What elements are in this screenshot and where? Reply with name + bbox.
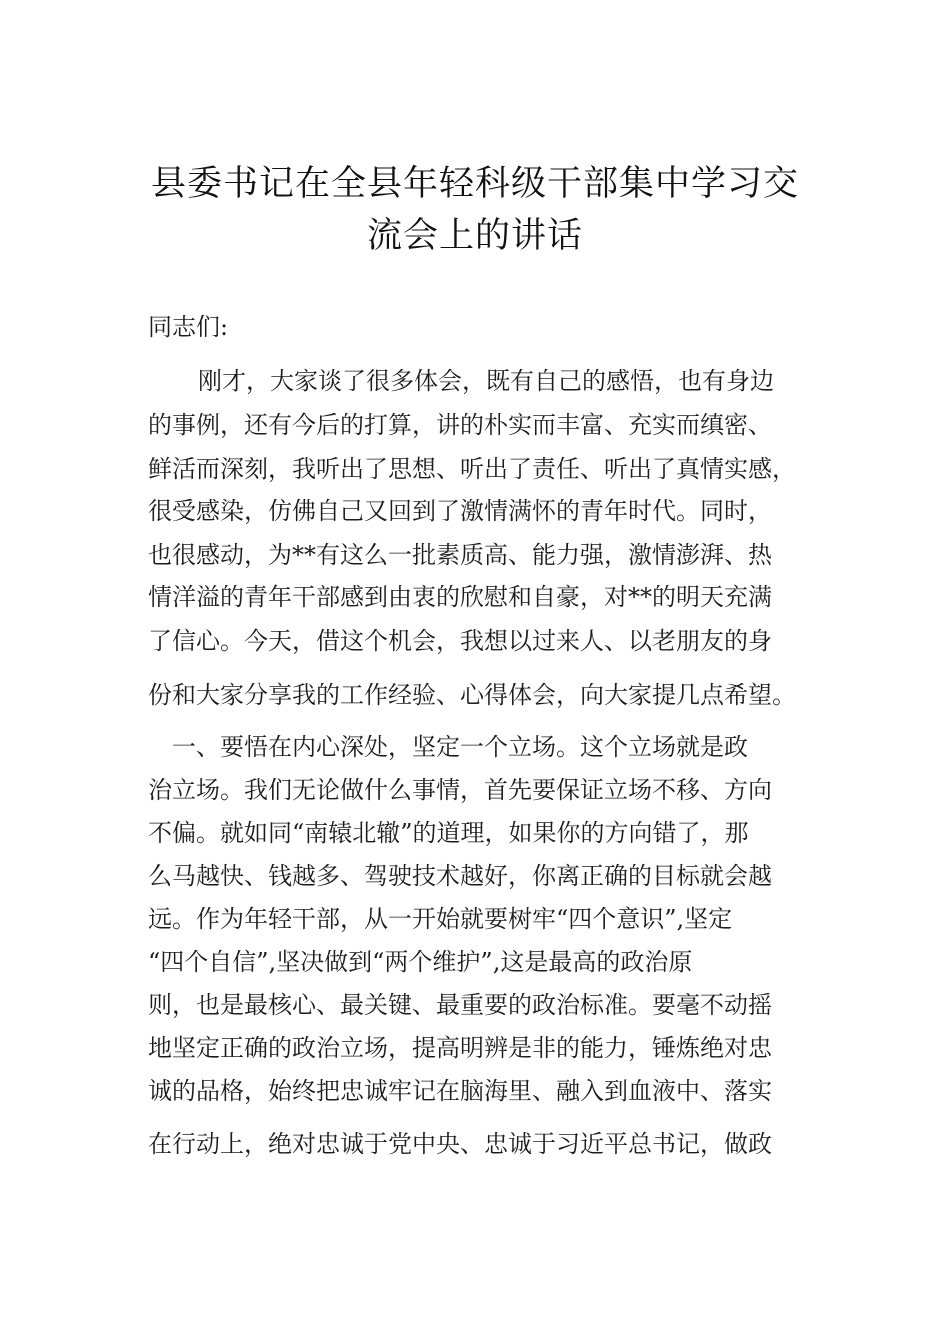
body-line: 情洋溢的青年干部感到由衷的欣慰和自豪，对**的明天充满 (148, 583, 772, 611)
body-line: 鲜活而深刻，我听出了思想、听出了责任、听出了真情实感， (148, 455, 796, 483)
body-line: 则，也是最核心、最关键、最重要的政治标准。要毫不动摇 (148, 991, 772, 1019)
body-line: 的事例，还有今后的打算，讲的朴实而丰富、充实而缜密、 (148, 411, 772, 439)
greeting: 同志们: (148, 313, 229, 341)
body-line: 也很感动，为**有这么一批素质高、能力强，激情澎湃、热 (148, 541, 772, 569)
title-line-1: 县委书记在全县年轻科级干部集中学习交 (150, 164, 799, 204)
body-line: 在行动上，绝对忠诚于党中央、忠诚于习近平总书记，做政 (148, 1130, 772, 1158)
title-line-2: 流会上的讲话 (366, 216, 583, 256)
body-line: 么马越快、钱越多、驾驶技术越好，你离正确的目标就会越 (148, 862, 772, 890)
body-line: 诚的品格，始终把忠诚牢记在脑海里、融入到血液中、落实 (148, 1077, 772, 1105)
body-line: 地坚定正确的政治立场，提高明辨是非的能力，锤炼绝对忠 (148, 1034, 772, 1062)
body-line: 了信心。今天，借这个机会，我想以过来人、以老朋友的身 (148, 627, 772, 655)
body-line: 一、要悟在内心深处，坚定一个立场。这个立场就是政 (172, 733, 748, 761)
body-line: “四个自信”,坚决做到“两个维护”,这是最高的政治原 (148, 948, 693, 976)
body-line: 远。作为年轻干部，从一开始就要树牢“四个意识”,坚定 (148, 905, 733, 933)
body-line: 治立场。我们无论做什么事情，首先要保证立场不移、方向 (148, 776, 772, 804)
document-title (130, 158, 820, 262)
body-line: 不偏。就如同“南辕北辙”的道理，如果你的方向错了，那 (148, 819, 749, 847)
body-line: 刚才，大家谈了很多体会，既有自己的感悟，也有身边 (198, 367, 774, 395)
body-line: 很受感染，仿佛自己又回到了激情满怀的青年时代。同时， (148, 497, 772, 525)
body-line: 份和大家分享我的工作经验、心得体会，向大家提几点希望。 (148, 681, 796, 709)
